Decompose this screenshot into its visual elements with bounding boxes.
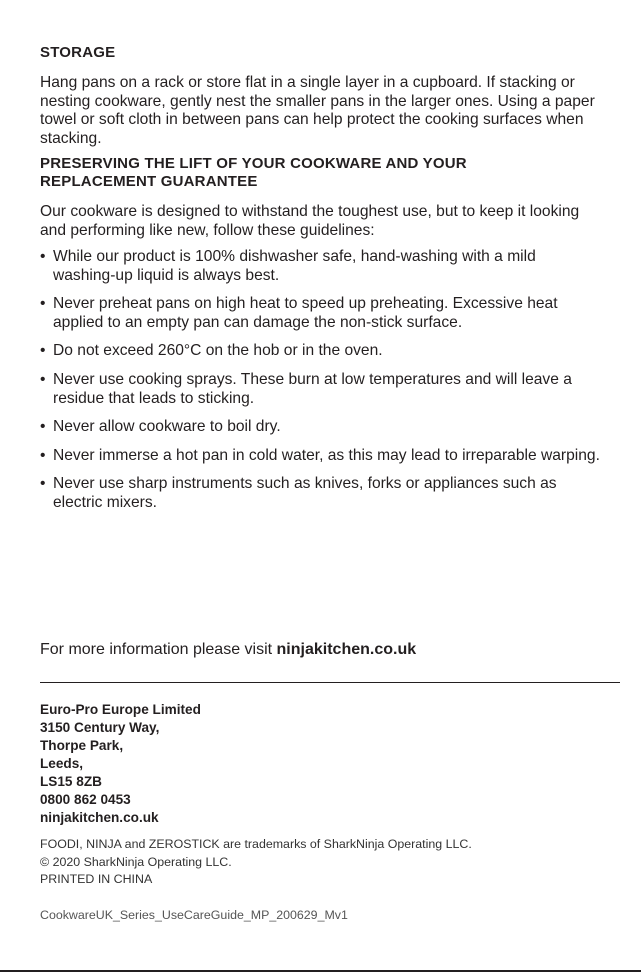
guideline-item: • Never allow cookware to boil dry. <box>40 418 600 437</box>
website-link[interactable]: ninjakitchen.co.uk <box>276 641 417 658</box>
preserving-heading: PRESERVING THE LIFT OF YOUR COOKWARE AND YOUR REPLACEMENT GUARANTEE <box>40 155 467 190</box>
phone-number: 0800 862 0453 <box>40 792 131 807</box>
company-website[interactable]: ninjakitchen.co.uk <box>40 810 159 825</box>
copyright-text: © 2020 SharkNinja Operating LLC. <box>40 854 232 869</box>
address-street: 3150 Century Way, <box>40 720 160 735</box>
guideline-item: • Never preheat pans on high heat to speed up preheating. Excessive heat applied to an empty pan can damage the non-stick surface. <box>40 295 600 332</box>
more-info-line <box>40 641 416 660</box>
more-info-prefix: For more information please visit <box>40 641 277 658</box>
guideline-item: • Do not exceed 260°C on the hob or in the oven. <box>40 342 600 361</box>
address-city: Leeds, <box>40 756 84 771</box>
divider-line <box>40 682 620 683</box>
legal-notice <box>40 836 472 889</box>
trademark-text: FOODI, NINJA and ZEROSTICK are trademarks of SharkNinja Operating LLC. <box>40 837 472 851</box>
guidelines-list <box>40 248 600 513</box>
storage-paragraph: Hang pans on a rack or store flat in a single layer in a cupboard. If stacking or nesting cookware, gently nest the smaller pans in the larger ones. Using a paper towel or soft cloth in between pans can help protect the cooking surfaces when stacking. <box>40 74 595 147</box>
guideline-item: • Never use cooking sprays. These burn at low temperatures and will leave a residue that leads to sticking. <box>40 371 600 408</box>
guideline-item: • Never immerse a hot pan in cold water, as this may lead to irreparable warping. <box>40 447 600 466</box>
company-address <box>40 701 201 827</box>
storage-heading: STORAGE <box>40 44 116 61</box>
document-code: CookwareUK_Series_UseCareGuide_MP_200629_Mv1 <box>40 908 348 922</box>
company-name: Euro-Pro Europe Limited <box>40 702 201 717</box>
address-postcode: LS15 8ZB <box>40 774 102 789</box>
preserving-intro: Our cookware is designed to withstand the toughest use, but to keep it looking and performing like new, follow these guidelines: <box>40 203 580 239</box>
printed-in-text: PRINTED IN CHINA <box>40 872 153 886</box>
guideline-item: • Never use sharp instruments such as knives, forks or appliances such as electric mixers. <box>40 475 600 512</box>
guideline-item: • While our product is 100% dishwasher safe, hand-washing with a mild washing-up liquid is always best. <box>40 248 600 285</box>
address-area: Thorpe Park, <box>40 738 124 753</box>
